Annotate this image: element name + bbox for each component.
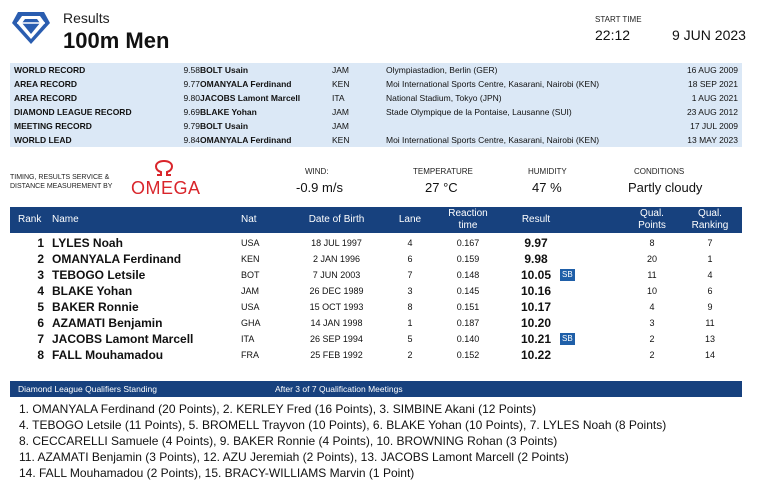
athlete-dob: 15 OCT 1993 xyxy=(309,302,364,312)
athlete-dob: 2 JAN 1996 xyxy=(312,254,361,264)
record-label: DIAMOND LEAGUE RECORD xyxy=(14,107,132,117)
record-date: 13 MAY 2023 xyxy=(687,135,738,145)
col-lane: Lane xyxy=(398,214,422,225)
record-mark: 9.58 xyxy=(183,65,200,75)
temperature-value: 27 °C xyxy=(425,180,458,195)
col-rank: Rank xyxy=(18,214,42,225)
record-holder: BOLT Usain xyxy=(200,121,249,131)
athlete-lane: 5 xyxy=(407,334,413,344)
event-title: 100m Men xyxy=(63,28,170,53)
qual-ranking: 13 xyxy=(704,334,715,344)
timing-credit-line: DISTANCE MEASUREMENT BY xyxy=(10,183,113,190)
record-label: WORLD LEAD xyxy=(14,135,72,145)
athlete-name: JACOBS Lamont Marcell xyxy=(52,332,194,346)
record-label: MEETING RECORD xyxy=(14,121,92,131)
athlete-dob: 7 JUN 2003 xyxy=(312,270,361,280)
athlete-nat: BOT xyxy=(241,270,260,280)
athlete-name: OMANYALA Ferdinand xyxy=(52,252,182,266)
result-time: 10.05 xyxy=(520,268,552,282)
col-reaction: Reaction xyxy=(448,208,488,219)
result-time: 9.98 xyxy=(524,252,548,266)
event-date: 9 JUN 2023 xyxy=(672,27,746,43)
standings-header xyxy=(10,381,742,397)
athlete-nat: FRA xyxy=(241,350,259,360)
record-row xyxy=(10,119,742,133)
season-best-badge: SB xyxy=(562,270,573,279)
qual-ranking: 11 xyxy=(705,318,715,328)
result-rank: 3 xyxy=(37,268,44,282)
record-mark: 9.77 xyxy=(183,79,200,89)
athlete-dob: 14 JAN 1998 xyxy=(310,318,363,328)
record-nat: KEN xyxy=(332,135,350,145)
omega-symbol-icon xyxy=(153,160,175,176)
col-qual-ranking-sub: Ranking xyxy=(691,220,729,231)
qual-points: 10 xyxy=(646,286,657,296)
standings-subtitle: After 3 of 7 Qualification Meetings xyxy=(275,384,403,394)
season-best-badge: SB xyxy=(562,334,573,343)
qual-ranking: 7 xyxy=(707,238,713,248)
record-nat: JAM xyxy=(332,121,349,131)
start-time: 22:12 xyxy=(595,27,631,43)
result-row xyxy=(10,347,742,363)
record-nat: ITA xyxy=(332,93,345,103)
col-qual-points-sub: Points xyxy=(638,220,666,231)
result-rank: 1 xyxy=(37,236,44,250)
athlete-lane: 6 xyxy=(407,254,413,264)
record-holder: OMANYALA Ferdinand xyxy=(200,135,292,145)
record-date: 17 JUL 2009 xyxy=(690,121,738,131)
qual-ranking: 1 xyxy=(707,254,713,264)
record-label: WORLD RECORD xyxy=(14,65,86,75)
qual-ranking: 14 xyxy=(704,350,715,360)
record-venue: Moi International Sports Centre, Kasarani, Nairobi (KEN) xyxy=(386,135,600,145)
result-row xyxy=(10,235,742,251)
qual-ranking: 4 xyxy=(707,270,713,280)
reaction-time: 0.148 xyxy=(456,270,480,280)
col-dob: Date of Birth xyxy=(308,214,365,225)
standings-title: Diamond League Qualifiers Standing xyxy=(18,384,157,394)
col-reaction-sub: time xyxy=(458,220,478,231)
result-rank: 4 xyxy=(37,284,44,298)
start-time-label: START TIME xyxy=(595,15,642,24)
record-mark: 9.79 xyxy=(183,121,200,131)
reaction-time: 0.151 xyxy=(456,302,480,312)
reaction-time: 0.167 xyxy=(456,238,480,248)
qual-points: 3 xyxy=(649,318,655,328)
qual-ranking: 6 xyxy=(707,286,713,296)
record-row xyxy=(10,77,742,91)
record-venue: Moi International Sports Centre, Kasarani, Nairobi (KEN) xyxy=(386,79,600,89)
athlete-nat: KEN xyxy=(241,254,260,264)
reaction-time: 0.159 xyxy=(456,254,480,264)
result-time: 10.22 xyxy=(520,348,552,362)
athlete-dob: 26 SEP 1994 xyxy=(310,334,363,344)
record-mark: 9.84 xyxy=(183,135,200,145)
athlete-name: FALL Mouhamadou xyxy=(52,348,164,362)
qual-points: 2 xyxy=(649,334,655,344)
record-venue: National Stadium, Tokyo (JPN) xyxy=(386,93,502,103)
record-nat: KEN xyxy=(332,79,350,89)
athlete-dob: 25 FEB 1992 xyxy=(310,350,363,360)
results-header xyxy=(10,207,742,233)
record-label: AREA RECORD xyxy=(14,93,77,103)
record-venue: Stade Olympique de la Pontaise, Lausanne (SUI) xyxy=(386,107,572,117)
qual-points: 20 xyxy=(646,254,657,264)
athlete-nat: USA xyxy=(241,238,260,248)
athlete-lane: 4 xyxy=(407,238,413,248)
conditions-value: Partly cloudy xyxy=(628,180,703,195)
result-time: 10.21 xyxy=(520,332,552,346)
timing-credit-line: TIMING, RESULTS SERVICE & xyxy=(10,174,110,181)
standings-line: 8. CECCARELLI Samuele (4 Points), 9. BAKER Ronnie (4 Points), 10. BROWNING Rohan (3 Points) xyxy=(19,434,558,448)
records-table xyxy=(10,63,742,147)
result-row xyxy=(10,267,742,283)
col-qual-points: Qual. xyxy=(640,208,664,219)
results-label: Results xyxy=(63,10,110,26)
athlete-lane: 7 xyxy=(407,270,413,280)
temperature-label: TEMPERATURE xyxy=(413,167,473,176)
athlete-lane: 3 xyxy=(407,286,413,296)
humidity-label: HUMIDITY xyxy=(528,167,567,176)
result-row xyxy=(10,315,742,331)
athlete-name: LYLES Noah xyxy=(52,236,123,250)
diamond-league-logo xyxy=(10,9,52,47)
reaction-time: 0.152 xyxy=(456,350,480,360)
record-date: 16 AUG 2009 xyxy=(686,65,738,75)
reaction-time: 0.187 xyxy=(456,318,480,328)
qual-points: 2 xyxy=(649,350,655,360)
standings-line: 1. OMANYALA Ferdinand (20 Points), 2. KERLEY Fred (16 Points), 3. SIMBINE Akani (12 Points) xyxy=(19,402,537,416)
result-time: 10.20 xyxy=(520,316,552,330)
record-holder: BLAKE Yohan xyxy=(200,107,257,117)
record-mark: 9.69 xyxy=(183,107,200,117)
standings-line: 11. AZAMATI Benjamin (3 Points), 12. AZU Jeremiah (2 Points), 13. JACOBS Lamont Marcell (2 Points) xyxy=(19,450,569,464)
col-qual-ranking: Qual. xyxy=(698,208,722,219)
athlete-name: AZAMATI Benjamin xyxy=(52,316,163,330)
result-rank: 6 xyxy=(37,316,44,330)
result-time: 9.97 xyxy=(524,236,548,250)
col-result: Result xyxy=(521,214,551,225)
result-row xyxy=(10,331,742,347)
record-holder: JACOBS Lamont Marcell xyxy=(200,93,301,103)
result-rank: 7 xyxy=(37,332,44,346)
standings-line: 14. FALL Mouhamadou (2 Points), 15. BRACY-WILLIAMS Marvin (1 Point) xyxy=(19,466,415,480)
humidity-value: 47 % xyxy=(532,180,562,195)
record-mark: 9.80 xyxy=(183,93,200,103)
timing-credit xyxy=(10,173,130,191)
record-holder: BOLT Usain xyxy=(200,65,249,75)
result-rank: 8 xyxy=(37,348,44,362)
result-row xyxy=(10,299,742,315)
athlete-dob: 18 JUL 1997 xyxy=(311,238,362,248)
athlete-name: BLAKE Yohan xyxy=(52,284,133,298)
result-row xyxy=(10,283,742,299)
record-nat: JAM xyxy=(332,107,349,117)
qual-ranking: 9 xyxy=(707,302,713,312)
record-row xyxy=(10,63,742,77)
athlete-lane: 2 xyxy=(407,350,413,360)
athlete-nat: USA xyxy=(241,302,260,312)
record-venue: Olympiastadion, Berlin (GER) xyxy=(386,65,498,75)
reaction-time: 0.140 xyxy=(456,334,480,344)
athlete-lane: 1 xyxy=(407,318,413,328)
result-time: 10.16 xyxy=(520,284,552,298)
reaction-time: 0.145 xyxy=(456,286,480,296)
record-nat: JAM xyxy=(332,65,349,75)
wind-value: -0.9 m/s xyxy=(296,180,343,195)
conditions-label: CONDITIONS xyxy=(634,167,685,176)
qual-points: 11 xyxy=(647,270,657,280)
standings-line: 4. TEBOGO Letsile (11 Points), 5. BROMELL Trayvon (10 Points), 6. BLAKE Yohan (10 Points), 7. LYLES Noah (8 Points) xyxy=(19,418,667,432)
result-row xyxy=(10,251,742,267)
athlete-nat: JAM xyxy=(241,286,259,296)
athlete-nat: GHA xyxy=(241,318,261,328)
record-date: 23 AUG 2012 xyxy=(686,107,738,117)
omega-logo: OMEGA xyxy=(131,178,201,198)
col-nat: Nat xyxy=(241,214,257,225)
col-name: Name xyxy=(52,214,79,225)
qual-points: 8 xyxy=(649,238,655,248)
qual-points: 4 xyxy=(649,302,655,312)
wind-label: WIND: xyxy=(305,167,329,176)
record-date: 18 SEP 2021 xyxy=(688,79,738,89)
record-label: AREA RECORD xyxy=(14,79,77,89)
record-row xyxy=(10,91,742,105)
athlete-dob: 26 DEC 1989 xyxy=(309,286,364,296)
record-row xyxy=(10,133,742,147)
record-row xyxy=(10,105,742,119)
result-rank: 2 xyxy=(37,252,44,266)
record-date: 1 AUG 2021 xyxy=(691,93,738,103)
result-time: 10.17 xyxy=(520,300,552,314)
athlete-name: BAKER Ronnie xyxy=(52,300,139,314)
athlete-lane: 8 xyxy=(407,302,413,312)
athlete-name: TEBOGO Letsile xyxy=(52,268,146,282)
result-rank: 5 xyxy=(37,300,44,314)
athlete-nat: ITA xyxy=(241,334,255,344)
record-holder: OMANYALA Ferdinand xyxy=(200,79,292,89)
